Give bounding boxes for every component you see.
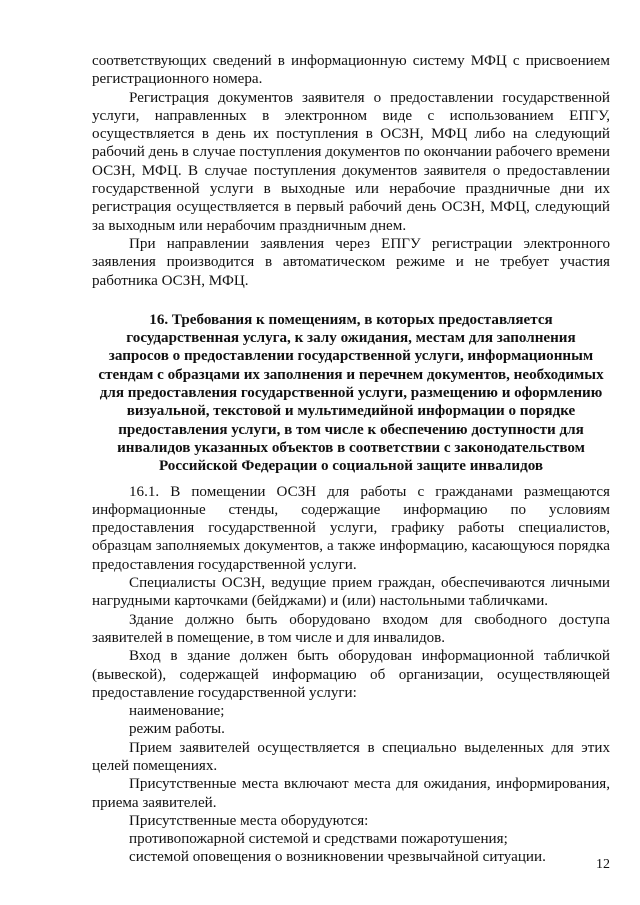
paragraph-16-1: 16.1. В помещении ОСЗН для работы с гражданами размещаются информационные стенды, содержащие информацию по условиям предоставления государственной услуги, графику работы специалистов, образцам заполняемых документов, а также информацию, касающуюся порядка предоставления государственной услуги. xyxy=(92,483,610,573)
list-item-fire-system: противопожарной системой и средствами пожаротушения; xyxy=(129,831,508,848)
paragraph-building-entrance: Здание должно быть оборудовано входом для свободного доступа заявителей в помещение, в том числе и для инвалидов. xyxy=(92,611,610,646)
paragraph-specialists: Специалисты ОСЗН, ведущие прием граждан, обеспечиваются личными нагрудными карточками (бейджами) и (или) настольными табличками. xyxy=(92,575,610,610)
paragraph-places: Присутственные места включают места для ожидания, информирования, приема заявителей. xyxy=(92,776,610,811)
list-item-alert-system: системой оповещения о возникновении чрезвычайной ситуации. xyxy=(129,849,546,866)
list-item-name: наименование; xyxy=(129,703,225,720)
page-number: 12 xyxy=(596,857,610,872)
paragraph-epgu: При направлении заявления через ЕПГУ регистрации электронного заявления производится в автоматическом режиме и не требует участия работника ОСЗН, МФЦ. xyxy=(92,235,610,289)
page-body xyxy=(92,52,610,867)
paragraph-sign: Вход в здание должен быть оборудован информационной табличкой (вывеской), содержащей информацию об организации, осуществляющей предоставление государственной услуги: xyxy=(92,648,610,701)
paragraph-continuation: соответствующих сведений в информационную систему МФЦ с присвоением регистрационного номера. xyxy=(92,53,610,88)
paragraph-places-equipped: Присутственные места оборудуются: xyxy=(129,812,369,829)
paragraph-registration: Регистрация документов заявителя о предоставлении государственной услуги, направленных в электронном виде с использованием ЕПГУ, осуществляется в день их поступления в ОСЗН, МФЦ либо на следующий рабочий день в случае поступления документов по окончании рабочего времени ОСЗН, МФЦ. В случае поступления документов заявителя о предоставлении государственной услуги в выходные или нерабочие праздничные дни их регистрация осуществляется в первый рабочий день ОСЗН, МФЦ, следующий за выходным или нерабочим праздничным днем. xyxy=(92,89,610,234)
paragraph-reception: Прием заявителей осуществляется в специально выделенных для этих целей помещениях. xyxy=(92,739,610,774)
list-item-hours: режим работы. xyxy=(129,721,225,738)
section-heading: 16. Требования к помещениям, в которых предоставляется государственная услуга, к залу ожидания, местам для заполнения запросов о предоставлении государственной услуги, информационным стендам с образцами их заполнения и перечнем документов, необходимых для предоставления государственной услуги, размещению и оформлению визуальной, текстовой и мультимедийной информации о порядке предоставления услуги, в том числе к обеспечению доступности для инвалидов указанных объектов в соответствии с законодательством Российской Федерации о социальной защите инвалидов xyxy=(98,311,604,475)
